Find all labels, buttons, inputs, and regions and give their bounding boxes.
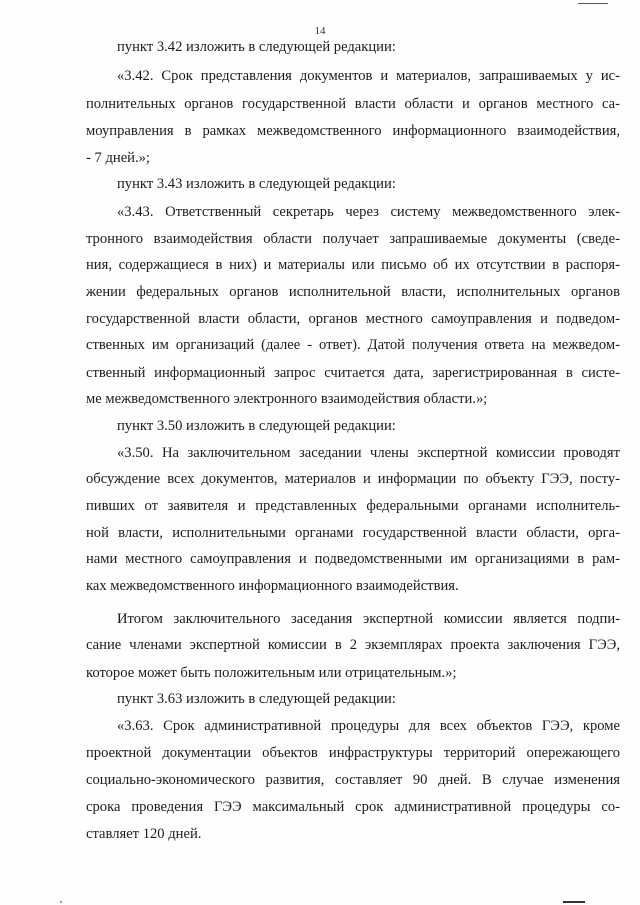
text-line: ственных им организаций (далее - ответ). Датой получения ответа на межведом- (86, 337, 620, 353)
text-line: сание членами экспертной комиссии в 2 экземплярах проекта заключения ГЭЭ, (86, 637, 620, 653)
page-number: 14 (314, 25, 326, 37)
text-line: пункт 3.42 изложить в следующей редакции: (117, 39, 396, 55)
text-line: ной власти, исполнительными органами государственной власти области, орга- (86, 525, 620, 541)
text-line: нами местного самоуправления и подведомственными им организациями в рам- (86, 551, 620, 567)
text-line: моуправления в рамках межведомственного информационного взаимодействия, (86, 123, 620, 139)
text-line: жении федеральных органов исполнительной власти, исполнительных органов (86, 284, 620, 300)
text-line: пункт 3.50 изложить в следующей редакции: (117, 418, 396, 434)
text-line: ния, содержащиеся в них) и материалы или письмо об их отсутствии в распоря- (86, 257, 620, 273)
text-line: обсуждение всех документов, материалов и информации по объекту ГЭЭ, посту- (86, 471, 620, 487)
text-line: пункт 3.43 изложить в следующей редакции: (117, 176, 396, 192)
text-line: полнительных органов государственной власти области и органов местного са- (86, 96, 620, 112)
text-line: Итогом заключительного заседания экспертной комиссии является подпи- (117, 611, 620, 627)
scan-mark (578, 3, 608, 4)
text-line: которое может быть положительным или отрицательным.»; (86, 665, 457, 681)
text-line: ственный информационный запрос считается дата, зарегистрированная в систе- (86, 365, 620, 381)
text-line: «3.63. Срок административной процедуры для всех объектов ГЭЭ, кроме (117, 718, 620, 734)
text-line: ме межведомственного электронного взаимодействия области.»; (86, 391, 488, 407)
text-line: пивших от заявителя и представленных федеральными органами исполнитель- (86, 498, 620, 514)
text-line: - 7 дней.»; (86, 150, 150, 166)
scan-mark (60, 901, 62, 903)
text-line: ках межведомственного информационного взаимодействия. (86, 578, 459, 594)
text-line: пункт 3.63 изложить в следующей редакции: (117, 691, 396, 707)
text-line: социально-экономического развития, составляет 90 дней. В случае изменения (86, 772, 620, 788)
text-line: «3.43. Ответственный секретарь через систему межведомственного элек- (117, 204, 620, 220)
text-line: «3.42. Срок представления документов и материалов, запрашиваемых у ис- (117, 68, 620, 84)
text-line: «3.50. На заключительном заседании члены экспертной комиссии проводят (117, 445, 620, 461)
text-line: срока проведения ГЭЭ максимальный срок административной процедуры со- (86, 799, 620, 815)
text-line: тронного взаимодействия области получает запрашиваемые документы (сведе- (86, 231, 620, 247)
text-line: государственной власти области, органов местного самоуправления и подведом- (86, 311, 620, 327)
text-line: проектной документации объектов инфраструктуры территорий опережающего (86, 745, 620, 761)
scan-mark (563, 901, 585, 903)
text-line: ставляет 120 дней. (86, 826, 202, 842)
